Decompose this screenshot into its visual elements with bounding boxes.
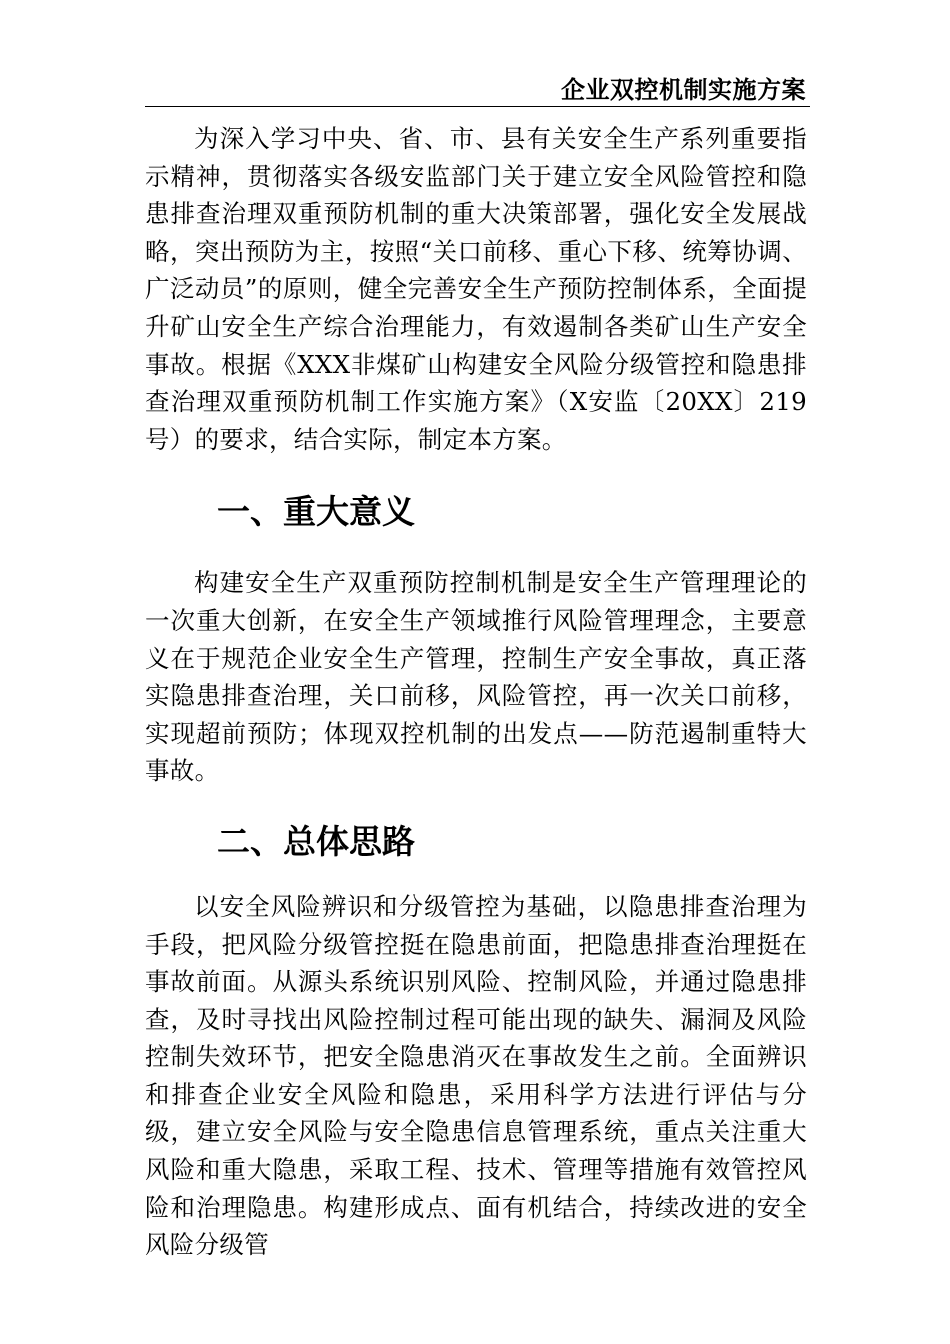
- section-heading-approach: 二、总体思路: [217, 821, 415, 861]
- section-paragraph-significance: 构建安全生产双重预防控制机制是安全生产管理理论的一次重大创新，在安全生产领域推行风险管理理念，主要意义在于规范企业安全生产管理，控制生产安全事故，真正落实隐患排查治理，关口前移，风险管控，再一次关口前移，实现超前预防；体现双控机制的出发点——防范遏制重特大事故。: [145, 568, 807, 786]
- intro-paragraph: 为深入学习中央、省、市、县有关安全生产系列重要指示精神，贯彻落实各级安监部门关于建立安全风险管控和隐患排查治理双重预防机制的重大决策部署，强化安全发展战略，突出预防为主，按照“关口前移、重心下移、统筹协调、广泛动员”的原则，健全完善安全生产预防控制体系，全面提升矿山安全生产综合治理能力，有效遏制各类矿山生产安全事故。根据《XXX非煤矿山构建安全风险分级管控和隐患排查治理双重预防机制工作实施方案》（X安监〔20XX〕219号）的要求，结合实际，制定本方案。: [145, 124, 807, 454]
- section-heading-significance: 一、重大意义: [217, 492, 415, 532]
- document-body: [145, 120, 807, 1264]
- header-title: 企业双控机制实施方案: [561, 76, 806, 104]
- page-header: [145, 72, 810, 107]
- section-paragraph-approach: 以安全风险辨识和分级管控为基础，以隐患排查治理为手段，把风险分级管控挺在隐患前面，把隐患排查治理挺在事故前面。从源头系统识别风险、控制风险，并通过隐患排查，及时寻找出风险控制过程可能出现的缺失、漏洞及风险控制失效环节，把安全隐患消灭在事故发生之前。全面辨识和排查企业安全风险和隐患，采用科学方法进行评估与分级，建立安全风险与安全隐患信息管理系统，重点关注重大风险和重大隐患，采取工程、技术、管理等措施有效管控风险和治理隐患。构建形成点、面有机结合，持续改进的安全风险分级管: [145, 891, 807, 1260]
